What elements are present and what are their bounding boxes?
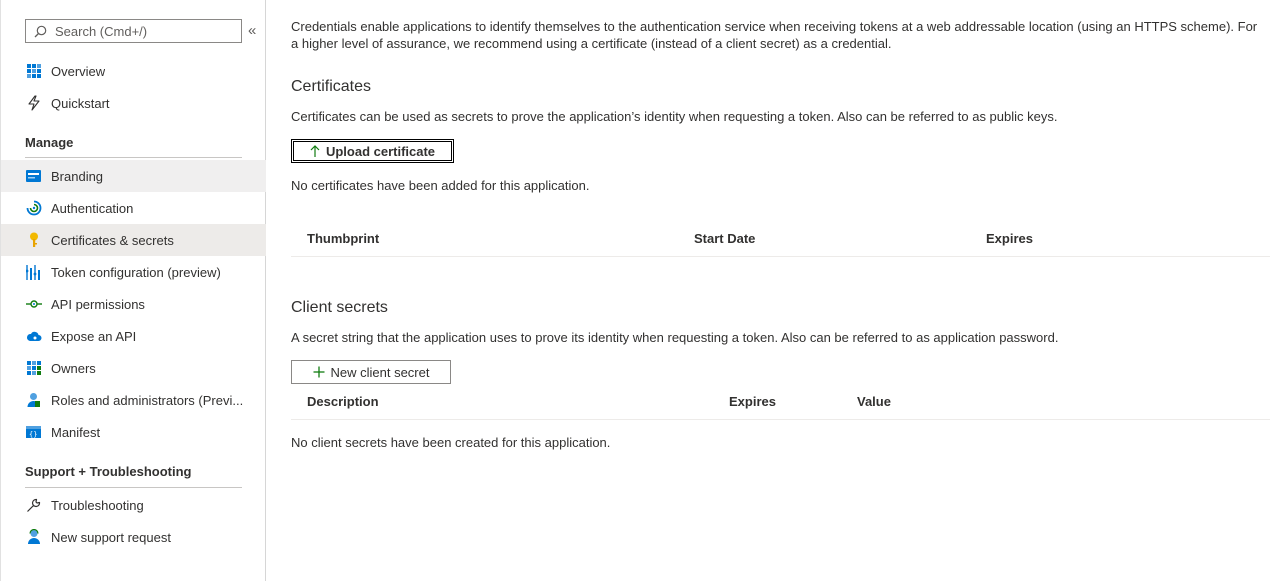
client-secrets-description: A secret string that the application uses to prove its identity when requesting a token. Also can be referred to as application password. <box>291 330 1059 345</box>
svg-text:{}: {} <box>29 430 38 438</box>
sidebar-item-quickstart[interactable] <box>1 87 266 119</box>
roles-user-icon <box>25 392 42 409</box>
upload-arrow-icon <box>310 145 320 158</box>
column-secret-expires[interactable]: Expires <box>729 394 776 409</box>
sidebar <box>0 0 266 581</box>
upload-certificate-label: Upload certificate <box>325 143 436 159</box>
support-heading: Support + Troubleshooting <box>25 464 192 479</box>
branding-icon <box>25 168 42 185</box>
sidebar-item-label: New support request <box>51 529 171 545</box>
client-secrets-empty-text: No client secrets have been created for this application. <box>291 435 611 450</box>
api-permissions-icon <box>25 296 42 313</box>
wrench-icon <box>25 497 42 514</box>
sidebar-item-overview[interactable] <box>1 55 266 87</box>
column-start-date[interactable]: Start Date <box>694 231 756 246</box>
sidebar-item-label: Quickstart <box>51 95 110 111</box>
sidebar-item-label: Branding <box>51 168 104 184</box>
sidebar-item-certificates-secrets[interactable] <box>1 224 266 256</box>
certificates-title: Certificates <box>291 78 372 95</box>
owners-grid-icon <box>25 360 42 377</box>
sidebar-item-label: Troubleshooting <box>51 497 144 513</box>
certificates-empty-text: No certificates have been added for this application. <box>291 178 590 193</box>
token-bars-icon <box>25 264 42 281</box>
sidebar-item-label: Token configuration (preview) <box>51 264 221 280</box>
search-box[interactable] <box>25 19 242 43</box>
sidebar-item-authentication[interactable] <box>1 192 266 224</box>
sidebar-item-label: Certificates & secrets <box>51 232 174 248</box>
upload-certificate-button[interactable] <box>291 139 454 163</box>
manage-divider <box>25 157 242 158</box>
sidebar-item-owners[interactable] <box>1 352 266 384</box>
column-expires[interactable]: Expires <box>986 231 1033 246</box>
sidebar-item-label: Authentication <box>51 200 134 216</box>
cloud-icon <box>25 328 42 345</box>
sidebar-item-expose-an-api[interactable] <box>1 320 266 352</box>
sidebar-item-token-configuration[interactable] <box>1 256 266 288</box>
manifest-icon <box>25 424 42 441</box>
sidebar-item-troubleshooting[interactable] <box>1 489 266 521</box>
intro-text: Credentials enable applications to identify themselves to the authentication service when receiving tokens at a web addressable location (using an HTTPS scheme). For a higher level of assurance, we recommend using a certificate (instead of a client secret) as a credential. <box>291 19 1258 51</box>
sidebar-item-branding[interactable] <box>1 160 266 192</box>
overview-grid-icon <box>25 63 42 80</box>
certificates-description: Certificates can be used as secrets to prove the application’s identity when requesting a token. Also can be referred to as public keys. <box>291 109 1058 124</box>
new-client-secret-label: New client secret <box>330 364 430 380</box>
sidebar-item-label: Overview <box>51 63 106 79</box>
manage-heading: Manage <box>25 135 74 150</box>
support-divider <box>25 487 242 488</box>
sidebar-item-label: API permissions <box>51 296 145 312</box>
quickstart-bolt-icon <box>25 95 42 112</box>
sidebar-item-label: Expose an API <box>51 328 137 344</box>
collapse-sidebar-button[interactable]: « <box>248 22 257 39</box>
sidebar-item-label: Roles and administrators (Previ... <box>51 392 244 408</box>
sidebar-item-new-support-request[interactable] <box>1 521 266 553</box>
plus-icon <box>313 366 325 378</box>
column-value[interactable]: Value <box>857 394 891 409</box>
certificates-table-divider <box>291 256 1270 257</box>
column-description[interactable]: Description <box>307 394 379 409</box>
authentication-icon <box>25 200 42 217</box>
sidebar-item-api-permissions[interactable] <box>1 288 266 320</box>
client-secrets-table-divider <box>291 419 1270 420</box>
sidebar-item-manifest[interactable] <box>1 416 266 448</box>
key-icon <box>25 232 42 249</box>
support-person-icon <box>25 529 42 546</box>
new-client-secret-button[interactable] <box>291 360 451 384</box>
sidebar-item-label: Manifest <box>51 424 101 440</box>
column-thumbprint[interactable]: Thumbprint <box>307 231 380 246</box>
search-icon <box>34 25 47 38</box>
sidebar-item-roles-administrators[interactable] <box>1 384 266 416</box>
sidebar-item-label: Owners <box>51 360 96 376</box>
search-input[interactable] <box>55 24 235 39</box>
client-secrets-title: Client secrets <box>291 299 388 316</box>
